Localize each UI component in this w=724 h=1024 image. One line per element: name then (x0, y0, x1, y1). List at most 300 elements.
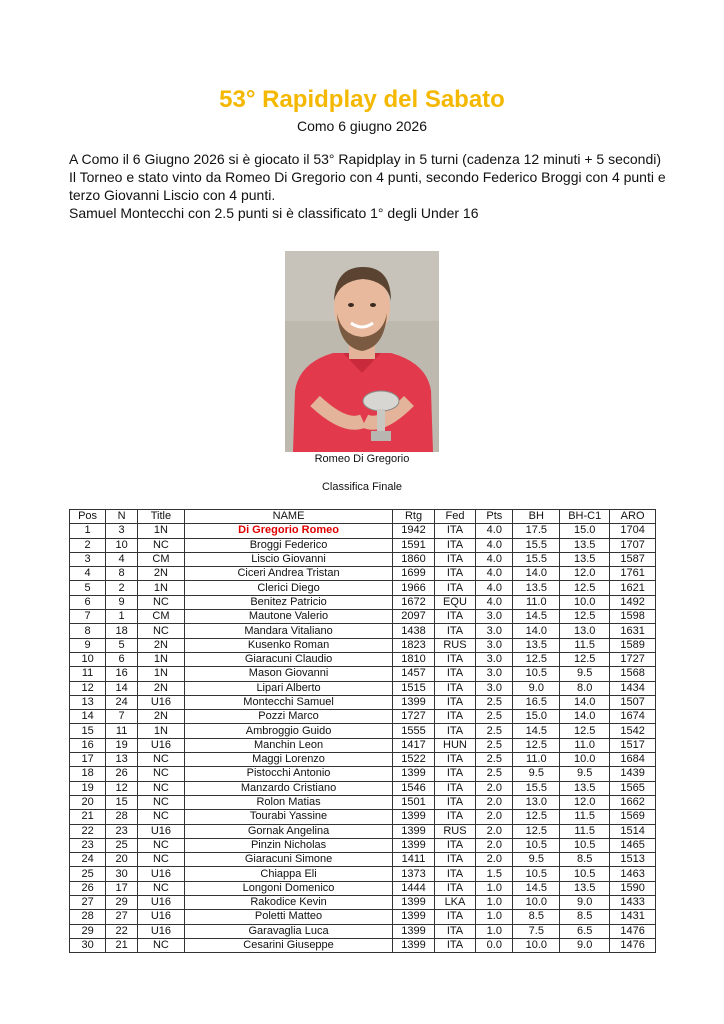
cell-pos: 28 (70, 910, 106, 924)
cell-aro: 1507 (610, 695, 656, 709)
cell-pts: 4.0 (476, 567, 513, 581)
cell-pos: 12 (70, 681, 106, 695)
cell-name: Ciceri Andrea Tristan (184, 567, 392, 581)
cell-n: 1 (106, 610, 138, 624)
cell-pts: 2.0 (476, 795, 513, 809)
cell-aro: 1587 (610, 552, 656, 566)
column-header-rtg: Rtg (393, 510, 434, 524)
cell-n: 13 (106, 753, 138, 767)
cell-aro: 1707 (610, 538, 656, 552)
standings-table (69, 509, 656, 953)
cell-n: 25 (106, 838, 138, 852)
cell-name: Manzardo Cristiano (184, 781, 392, 795)
column-header-n: N (106, 510, 138, 524)
cell-bh-c1: 13.5 (560, 781, 610, 795)
cell-title: NC (138, 838, 185, 852)
cell-rtg: 1501 (393, 795, 434, 809)
cell-pts: 2.5 (476, 753, 513, 767)
cell-bh: 13.5 (513, 581, 560, 595)
cell-pts: 4.0 (476, 581, 513, 595)
cell-bh: 11.0 (513, 753, 560, 767)
cell-rtg: 1399 (393, 824, 434, 838)
cell-pts: 4.0 (476, 552, 513, 566)
cell-aro: 1476 (610, 938, 656, 952)
cell-name: Broggi Federico (184, 538, 392, 552)
cell-pos: 30 (70, 938, 106, 952)
cell-title: U16 (138, 738, 185, 752)
cell-rtg: 1546 (393, 781, 434, 795)
cell-rtg: 1399 (393, 838, 434, 852)
cell-title: 1N (138, 581, 185, 595)
cell-pos: 23 (70, 838, 106, 852)
cell-aro: 1598 (610, 610, 656, 624)
cell-bh-c1: 13.5 (560, 538, 610, 552)
cell-n: 29 (106, 896, 138, 910)
cell-pos: 14 (70, 710, 106, 724)
cell-title: NC (138, 853, 185, 867)
cell-aro: 1542 (610, 724, 656, 738)
cell-pos: 20 (70, 795, 106, 809)
cell-n: 10 (106, 538, 138, 552)
cell-bh-c1: 11.0 (560, 738, 610, 752)
cell-fed: ITA (434, 524, 475, 538)
cell-fed: ITA (434, 767, 475, 781)
cell-bh: 11.0 (513, 595, 560, 609)
cell-n: 6 (106, 652, 138, 666)
cell-bh: 12.5 (513, 810, 560, 824)
cell-n: 18 (106, 624, 138, 638)
table-row (70, 910, 656, 924)
cell-bh-c1: 12.0 (560, 795, 610, 809)
cell-pos: 24 (70, 853, 106, 867)
cell-name: Pistocchi Antonio (184, 767, 392, 781)
cell-rtg: 1417 (393, 738, 434, 752)
cell-pts: 2.0 (476, 824, 513, 838)
cell-fed: ITA (434, 624, 475, 638)
cell-title: NC (138, 781, 185, 795)
cell-bh-c1: 11.5 (560, 810, 610, 824)
cell-pts: 2.0 (476, 781, 513, 795)
cell-aro: 1476 (610, 924, 656, 938)
cell-bh: 9.5 (513, 767, 560, 781)
cell-pts: 2.5 (476, 767, 513, 781)
cell-pos: 17 (70, 753, 106, 767)
cell-pts: 3.0 (476, 624, 513, 638)
cell-n: 3 (106, 524, 138, 538)
cell-fed: ITA (434, 938, 475, 952)
cell-name: Tourabi Yassine (184, 810, 392, 824)
cell-fed: ITA (434, 610, 475, 624)
cell-name: Montecchi Samuel (184, 695, 392, 709)
cell-fed: ITA (434, 695, 475, 709)
table-row (70, 795, 656, 809)
cell-bh: 10.5 (513, 867, 560, 881)
cell-bh: 15.5 (513, 538, 560, 552)
photo-caption: Romeo Di Gregorio (314, 453, 410, 465)
cell-name: Gornak Angelina (184, 824, 392, 838)
cell-n: 21 (106, 938, 138, 952)
winner-photo (285, 251, 439, 452)
cell-fed: RUS (434, 638, 475, 652)
cell-aro: 1590 (610, 881, 656, 895)
cell-pos: 3 (70, 552, 106, 566)
cell-fed: ITA (434, 724, 475, 738)
cell-name: Giaracuni Claudio (184, 652, 392, 666)
cell-bh: 14.5 (513, 724, 560, 738)
cell-title: NC (138, 810, 185, 824)
cell-rtg: 1515 (393, 681, 434, 695)
cell-title: NC (138, 595, 185, 609)
cell-fed: ITA (434, 667, 475, 681)
column-header-bh-c1: BH-C1 (560, 510, 610, 524)
cell-pos: 26 (70, 881, 106, 895)
cell-n: 14 (106, 681, 138, 695)
cell-name: Pinzin Nicholas (184, 838, 392, 852)
column-header-pts: Pts (476, 510, 513, 524)
cell-title: 1N (138, 724, 185, 738)
cell-title: CM (138, 610, 185, 624)
standings-body (70, 524, 656, 953)
cell-fed: ITA (434, 538, 475, 552)
cell-bh: 14.0 (513, 567, 560, 581)
cell-fed: ITA (434, 838, 475, 852)
cell-bh-c1: 13.5 (560, 552, 610, 566)
cell-pts: 2.0 (476, 838, 513, 852)
cell-bh: 16.5 (513, 695, 560, 709)
cell-name: Pozzi Marco (184, 710, 392, 724)
cell-bh: 7.5 (513, 924, 560, 938)
cell-bh-c1: 9.0 (560, 896, 610, 910)
cell-aro: 1684 (610, 753, 656, 767)
cell-bh: 14.5 (513, 881, 560, 895)
cell-title: NC (138, 753, 185, 767)
column-header-name: NAME (184, 510, 392, 524)
cell-n: 22 (106, 924, 138, 938)
cell-pos: 5 (70, 581, 106, 595)
cell-rtg: 1860 (393, 552, 434, 566)
table-row (70, 710, 656, 724)
cell-bh: 10.0 (513, 896, 560, 910)
cell-name: Mautone Valerio (184, 610, 392, 624)
cell-name: Poletti Matteo (184, 910, 392, 924)
cell-title: NC (138, 795, 185, 809)
cell-aro: 1465 (610, 838, 656, 852)
cell-bh: 15.0 (513, 710, 560, 724)
cell-pts: 0.0 (476, 938, 513, 952)
table-row (70, 753, 656, 767)
cell-fed: ITA (434, 781, 475, 795)
cell-name: Mason Giovanni (184, 667, 392, 681)
cell-n: 17 (106, 881, 138, 895)
cell-name: Lipari Alberto (184, 681, 392, 695)
cell-rtg: 1555 (393, 724, 434, 738)
cell-bh-c1: 9.0 (560, 938, 610, 952)
cell-n: 19 (106, 738, 138, 752)
cell-title: 1N (138, 524, 185, 538)
cell-title: NC (138, 538, 185, 552)
cell-aro: 1631 (610, 624, 656, 638)
cell-bh: 13.0 (513, 795, 560, 809)
column-header-fed: Fed (434, 510, 475, 524)
cell-pos: 7 (70, 610, 106, 624)
cell-fed: ITA (434, 810, 475, 824)
cell-rtg: 1591 (393, 538, 434, 552)
cell-aro: 1727 (610, 652, 656, 666)
table-row (70, 638, 656, 652)
cell-bh-c1: 11.5 (560, 824, 610, 838)
cell-pos: 29 (70, 924, 106, 938)
cell-rtg: 1522 (393, 753, 434, 767)
cell-rtg: 1444 (393, 881, 434, 895)
cell-bh: 9.5 (513, 853, 560, 867)
cell-pos: 2 (70, 538, 106, 552)
cell-n: 12 (106, 781, 138, 795)
cell-aro: 1517 (610, 738, 656, 752)
cell-title: U16 (138, 896, 185, 910)
cell-name: Liscio Giovanni (184, 552, 392, 566)
cell-bh-c1: 8.5 (560, 910, 610, 924)
cell-name: Rolon Matias (184, 795, 392, 809)
cell-pos: 18 (70, 767, 106, 781)
cell-rtg: 1823 (393, 638, 434, 652)
cell-bh: 12.5 (513, 738, 560, 752)
cell-rtg: 1399 (393, 695, 434, 709)
cell-pts: 2.5 (476, 710, 513, 724)
cell-bh: 8.5 (513, 910, 560, 924)
cell-name: Di Gregorio Romeo (184, 524, 392, 538)
cell-pos: 15 (70, 724, 106, 738)
cell-rtg: 1672 (393, 595, 434, 609)
intro-paragraph: Samuel Montecchi con 2.5 punti si è classificato 1° degli Under 16 (69, 205, 479, 221)
cell-rtg: 1810 (393, 652, 434, 666)
table-row (70, 838, 656, 852)
table-row (70, 652, 656, 666)
cell-bh: 10.5 (513, 667, 560, 681)
cell-pts: 4.0 (476, 524, 513, 538)
cell-pts: 3.0 (476, 667, 513, 681)
cell-pts: 1.0 (476, 896, 513, 910)
standings-title: Classifica Finale (321, 481, 403, 493)
cell-rtg: 1399 (393, 767, 434, 781)
cell-aro: 1621 (610, 581, 656, 595)
cell-bh: 14.5 (513, 610, 560, 624)
cell-aro: 1704 (610, 524, 656, 538)
page-title: 53° Rapidplay del Sabato (219, 86, 505, 113)
cell-rtg: 1699 (393, 567, 434, 581)
cell-pts: 4.0 (476, 595, 513, 609)
cell-name: Benitez Patricio (184, 595, 392, 609)
cell-aro: 1431 (610, 910, 656, 924)
cell-bh-c1: 14.0 (560, 710, 610, 724)
column-header-pos: Pos (70, 510, 106, 524)
cell-pts: 1.5 (476, 867, 513, 881)
cell-pts: 4.0 (476, 538, 513, 552)
cell-bh-c1: 13.5 (560, 881, 610, 895)
cell-rtg: 1727 (393, 710, 434, 724)
cell-rtg: 1457 (393, 667, 434, 681)
table-row (70, 624, 656, 638)
table-row (70, 695, 656, 709)
cell-aro: 1589 (610, 638, 656, 652)
cell-pts: 3.0 (476, 638, 513, 652)
cell-pts: 2.0 (476, 853, 513, 867)
cell-title: U16 (138, 910, 185, 924)
table-row (70, 867, 656, 881)
cell-bh: 15.5 (513, 781, 560, 795)
cell-pos: 19 (70, 781, 106, 795)
cell-title: NC (138, 624, 185, 638)
cell-fed: ITA (434, 853, 475, 867)
cell-aro: 1513 (610, 853, 656, 867)
cell-n: 7 (106, 710, 138, 724)
cell-title: 1N (138, 652, 185, 666)
cell-title: 2N (138, 710, 185, 724)
cell-pts: 2.0 (476, 810, 513, 824)
cell-pos: 25 (70, 867, 106, 881)
cell-pts: 3.0 (476, 681, 513, 695)
cell-name: Rakodice Kevin (184, 896, 392, 910)
cell-fed: ITA (434, 753, 475, 767)
cell-fed: EQU (434, 595, 475, 609)
cell-fed: ITA (434, 910, 475, 924)
cell-title: U16 (138, 867, 185, 881)
cell-bh: 17.5 (513, 524, 560, 538)
cell-fed: ITA (434, 652, 475, 666)
cell-n: 28 (106, 810, 138, 824)
cell-bh-c1: 8.5 (560, 853, 610, 867)
cell-pos: 1 (70, 524, 106, 538)
table-row (70, 767, 656, 781)
cell-fed: ITA (434, 924, 475, 938)
cell-bh-c1: 11.5 (560, 638, 610, 652)
cell-aro: 1565 (610, 781, 656, 795)
cell-bh: 10.5 (513, 838, 560, 852)
cell-aro: 1568 (610, 667, 656, 681)
table-row (70, 824, 656, 838)
cell-fed: HUN (434, 738, 475, 752)
cell-title: CM (138, 552, 185, 566)
cell-title: NC (138, 938, 185, 952)
cell-bh: 13.5 (513, 638, 560, 652)
cell-pos: 21 (70, 810, 106, 824)
cell-fed: ITA (434, 681, 475, 695)
cell-rtg: 2097 (393, 610, 434, 624)
cell-aro: 1662 (610, 795, 656, 809)
cell-title: 2N (138, 681, 185, 695)
cell-bh-c1: 12.5 (560, 724, 610, 738)
cell-fed: ITA (434, 710, 475, 724)
cell-bh-c1: 10.0 (560, 595, 610, 609)
table-row (70, 538, 656, 552)
cell-n: 24 (106, 695, 138, 709)
column-header-aro: ARO (610, 510, 656, 524)
cell-name: Cesarini Giuseppe (184, 938, 392, 952)
cell-bh: 10.0 (513, 938, 560, 952)
table-row (70, 681, 656, 695)
table-row (70, 552, 656, 566)
cell-pos: 9 (70, 638, 106, 652)
cell-title: NC (138, 881, 185, 895)
table-row (70, 853, 656, 867)
cell-n: 9 (106, 595, 138, 609)
table-row (70, 896, 656, 910)
cell-n: 23 (106, 824, 138, 838)
cell-name: Chiappa Eli (184, 867, 392, 881)
cell-pts: 1.0 (476, 924, 513, 938)
cell-aro: 1569 (610, 810, 656, 824)
cell-fed: ITA (434, 581, 475, 595)
cell-fed: ITA (434, 552, 475, 566)
cell-pos: 11 (70, 667, 106, 681)
cell-bh-c1: 10.5 (560, 867, 610, 881)
cell-pos: 6 (70, 595, 106, 609)
cell-n: 4 (106, 552, 138, 566)
cell-aro: 1439 (610, 767, 656, 781)
cell-name: Mandara Vitaliano (184, 624, 392, 638)
page-subtitle: Como 6 giugno 2026 (297, 118, 427, 134)
cell-n: 30 (106, 867, 138, 881)
cell-name: Ambroggio Guido (184, 724, 392, 738)
column-header-bh: BH (513, 510, 560, 524)
cell-name: Clerici Diego (184, 581, 392, 595)
cell-n: 5 (106, 638, 138, 652)
cell-fed: LKA (434, 896, 475, 910)
cell-name: Longoni Domenico (184, 881, 392, 895)
cell-rtg: 1399 (393, 810, 434, 824)
table-row (70, 738, 656, 752)
cell-name: Garavaglia Luca (184, 924, 392, 938)
cell-pos: 13 (70, 695, 106, 709)
cell-bh-c1: 9.5 (560, 767, 610, 781)
cell-title: U16 (138, 824, 185, 838)
cell-aro: 1761 (610, 567, 656, 581)
cell-rtg: 1411 (393, 853, 434, 867)
cell-rtg: 1399 (393, 938, 434, 952)
table-row (70, 567, 656, 581)
cell-pos: 8 (70, 624, 106, 638)
cell-pos: 27 (70, 896, 106, 910)
cell-pts: 2.5 (476, 695, 513, 709)
cell-title: 1N (138, 667, 185, 681)
cell-bh-c1: 6.5 (560, 924, 610, 938)
cell-rtg: 1399 (393, 924, 434, 938)
intro-paragraph: A Como il 6 Giugno 2026 si è giocato il 53° Rapidplay in 5 turni (cadenza 12 minuti + 5 secondi) (69, 151, 661, 167)
cell-pts: 3.0 (476, 610, 513, 624)
cell-n: 27 (106, 910, 138, 924)
cell-fed: ITA (434, 567, 475, 581)
cell-aro: 1463 (610, 867, 656, 881)
cell-bh-c1: 12.5 (560, 652, 610, 666)
intro-paragraph: Il Torneo e stato vinto da Romeo Di Gregorio con 4 punti, secondo Federico Broggi con 4 punti e terzo Giovanni Liscio con 4 punti. (69, 169, 666, 203)
table-row (70, 938, 656, 952)
cell-title: U16 (138, 695, 185, 709)
table-row (70, 524, 656, 538)
cell-pos: 4 (70, 567, 106, 581)
cell-bh-c1: 10.5 (560, 838, 610, 852)
cell-bh-c1: 9.5 (560, 667, 610, 681)
cell-bh: 14.0 (513, 624, 560, 638)
cell-name: Kusenko Roman (184, 638, 392, 652)
cell-fed: RUS (434, 824, 475, 838)
cell-pts: 3.0 (476, 652, 513, 666)
cell-pos: 16 (70, 738, 106, 752)
cell-rtg: 1373 (393, 867, 434, 881)
cell-aro: 1434 (610, 681, 656, 695)
table-header-row (70, 510, 656, 524)
cell-pos: 22 (70, 824, 106, 838)
cell-n: 2 (106, 581, 138, 595)
cell-pts: 2.5 (476, 738, 513, 752)
